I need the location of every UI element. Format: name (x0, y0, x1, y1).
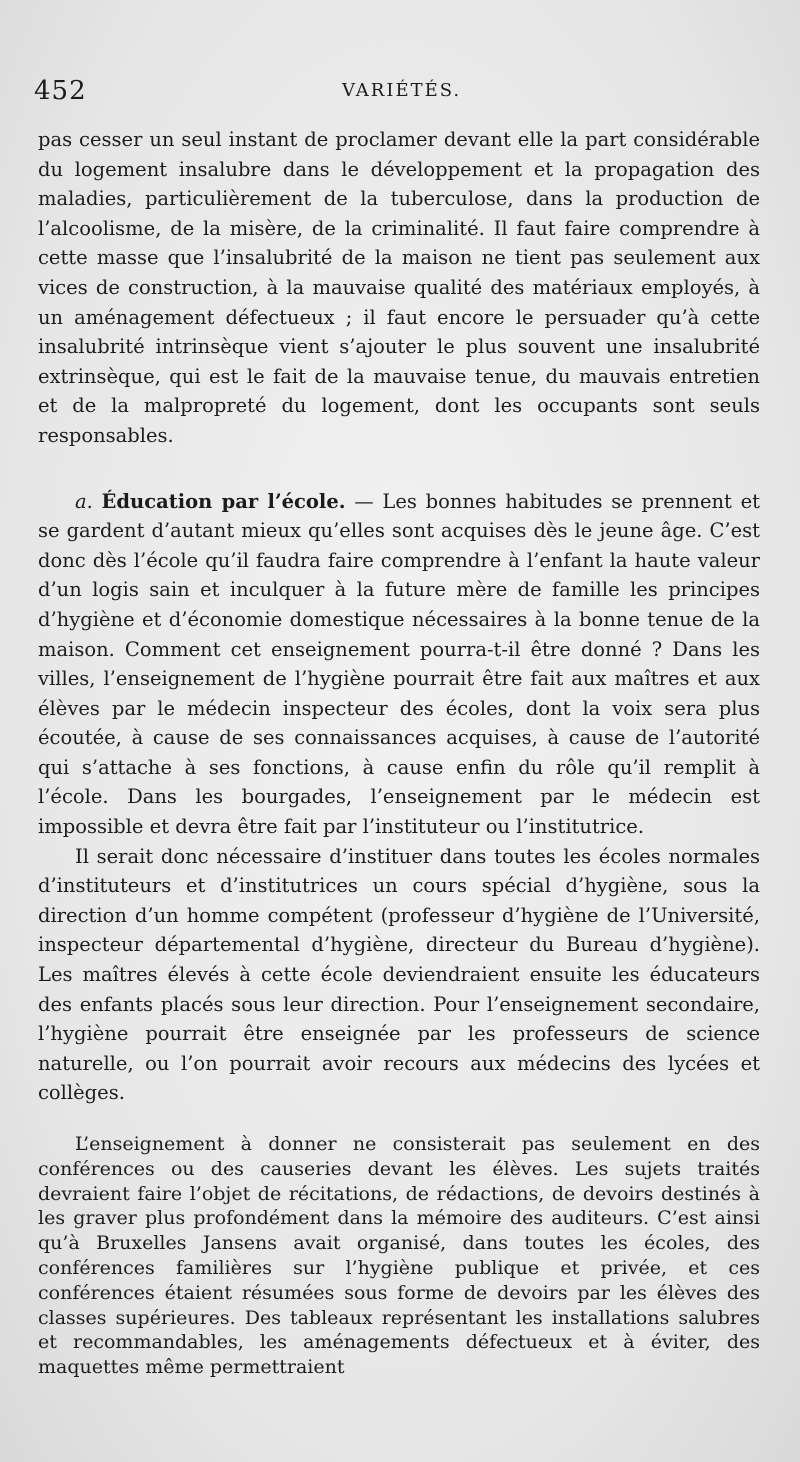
page-number: 452 (34, 76, 87, 106)
section-letter: a. (75, 489, 93, 513)
paragraph-teaching: L’enseignement à donner ne consisterait pas seulement en des conférences ou des causeries devant les élèves. Les sujets traités devraient faire l’objet de récitations, de rédactions, de devoirs destinés à les graver plus profondément dans la mémoire des auditeurs. C’est ainsi qu’à Bruxelles Jansens avait organisé, dans toutes les écoles, des conférences familières sur l’hygiène publique et privée, et ces conférences étaient résumées sous forme de devoirs par les élèves des classes supérieures. Des tableaux représentant les installations salubres et recommandables, les aménagements défectueux et à éviter, des maquettes même permettraient (38, 1133, 760, 1379)
paragraph-education-school (38, 487, 760, 842)
page-header (34, 72, 760, 112)
section-heading: Éducation par l’école. (101, 489, 346, 513)
paragraph-normal-schools: Il serait donc nécessaire d’instituer dans toutes les écoles normales d’instituteurs et d’institutrices un cours spécial d’hygiène, sous la direction d’un homme compétent (professeur d’hygiène de l’Université, inspecteur départemental d’hygiène, directeur du Bureau d’hygiène). Les maîtres élevés à cette école deviendraient ensuite les éducateurs des enfants placés sous leur direction. Pour l’enseignement secondaire, l’hygiène pourrait être enseignée par les professeurs de science naturelle, ou l’on pourrait avoir recours aux médecins des lycées et collèges. (38, 844, 760, 1105)
running-head: VARIÉTÉS. (342, 80, 462, 101)
paragraph-text: — Les bonnes habitudes se prennent et se gardent d’autant mieux qu’elles sont acquises dès le jeune âge. C’est donc dès l’école qu’il faudra faire comprendre à l’enfant la haute valeur d’un logis sain et inculquer à la future mère de famille les principes d’hygiène et d’économie domestique nécessaires à la bonne tenue de la maison. Comment cet enseignement pourra-t-il être donné ? Dans les villes, l’enseignement de l’hygiène pourrait être fait aux maîtres et aux élèves par le médecin inspecteur des écoles, dont la voix sera plus écoutée, à cause de ses connaissances acquises, à cause de l’autorité qui s’attache à ses fonctions, à cause enfin du rôle qu’il remplit à l’école. Dans les bourgades, l’enseignement par le médecin est impossible et devra être fait par l’instituteur ou l’institutrice. (38, 489, 760, 839)
body-text (38, 125, 760, 1380)
paragraph-continuation: pas cesser un seul instant de proclamer devant elle la part considérable du logement insalubre dans le développement et la propagation des maladies, particulièrement de la tuberculose, dans la production de l’alcoolisme, de la misère, de la criminalité. Il faut faire comprendre à cette masse que l’insalubrité de la maison ne tient pas seulement aux vices de construction, à la mauvaise qualité des matériaux employés, à un aménagement défectueux ; il faut encore le persuader qu’à cette insalubrité intrinsèque vient s’ajouter le plus souvent une insalubrité extrinsèque, qui est le fait de la mauvaise tenue, du mauvais entretien et de la malpropreté du logement, dont les occupants sont seuls responsables. (38, 128, 760, 447)
